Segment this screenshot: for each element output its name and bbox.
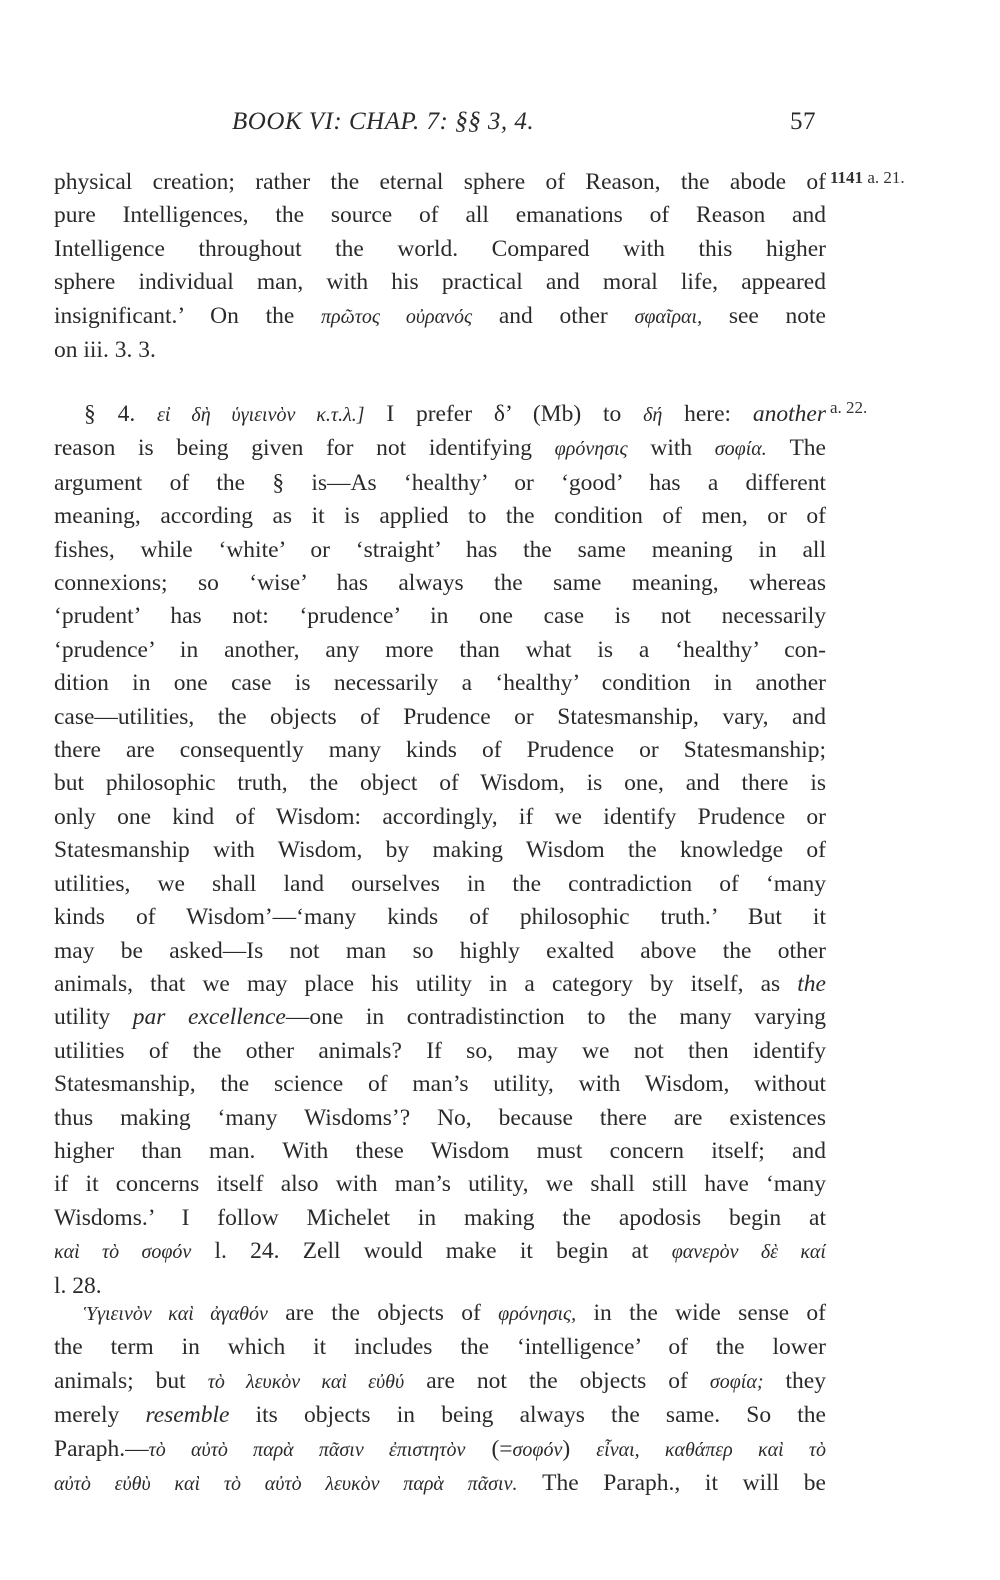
text-run: I prefer δ’ (Mb) to [364,401,644,427]
greek-phrase: πρῶτος οὐρανός [321,305,473,328]
text-run: l. 24. Zell would make it begin at [191,1238,672,1265]
text-line: Statesmanship, the science of man’s utility, with Wisdom, without [54,1071,826,1098]
greek-phrase: σοφόν [512,1438,563,1461]
text-line: only one kind of Wisdom: accordingly, if we identify Prudence or [54,803,826,830]
text-line [54,1001,826,1034]
greek-phrase: τὸ αὐτὸ παρὰ πᾶσιν ἐπιστητὸν [148,1438,466,1461]
text-line: Statesmanship with Wisdom, by making Wisdom the knowledge of [54,837,826,864]
italic-phrase: par excellence [132,1004,286,1031]
lemma: εἰ δὴ ὑγιεινὸν κ.τ.λ.] [157,404,365,426]
greek-phrase: φρόνησις, [498,1303,577,1325]
text-run: in the wide sense of [576,1300,826,1326]
text-run: animals; but [54,1367,208,1394]
text-line [54,1399,826,1432]
paragraph-1 [54,166,826,367]
text-run: utility [54,1004,133,1031]
italic-word: another [752,401,827,427]
text-run: The Paraph., it will be [517,1470,826,1497]
text-line: the term in which it includes the ‘intelligence’ of the lower [54,1334,826,1361]
text-line [54,432,826,466]
text-line: physical creation; rather the eternal sphere of Reason, the abode of [54,169,826,195]
text-run: and other [472,302,635,329]
greek-phrase: σφαῖραι, [634,305,703,328]
text-line [54,1297,826,1331]
text-run: (= [465,1435,513,1462]
text-run: The [766,435,826,462]
text-line: connexions; so ‘wise’ has always the same meaning, whereas [54,570,826,597]
italic-word: resemble [145,1402,230,1429]
greek-phrase: σοφία; [709,1370,764,1393]
text-line: but philosophic truth, the object of Wisdom, is one, and there is [54,770,826,797]
text-line: may be asked—Is not man so highly exalted above the other [54,937,826,964]
text-run: they [763,1367,826,1394]
text-line: fishes, while ‘white’ or ‘straight’ has the same meaning in all [54,536,826,563]
text-line: on iii. 3. 3. [54,337,156,364]
text-run: Paraph.— [54,1435,149,1462]
text-line: utilities, we shall land ourselves in the contradiction of ‘many [54,870,826,897]
text-line: case—utilities, the objects of Prudence or Statesmanship, vary, and [54,703,826,730]
text-run: are the objects of [267,1300,499,1326]
text-line: meaning, according as it is applied to the condition of men, or of [54,503,826,530]
text-line: there are consequently many kinds of Prudence or Statesmanship; [54,737,826,764]
text-run: see note [702,302,826,329]
text-run: insignificant.’ On the [54,302,321,329]
page-number: 57 [790,108,816,135]
greek-phrase: σοφία. [714,438,767,461]
greek-phrase: φανερὸν δὲ καί [671,1241,826,1264]
paragraph-2 [54,398,826,1303]
text-run: with [627,435,715,462]
greek-phrase: αὐτὸ εὐθὺ καὶ τὸ αὐτὸ λευκὸν παρὰ πᾶσιν. [54,1473,518,1496]
text-line [54,398,826,432]
text-run: reason is being given for not identifying [54,435,555,462]
text-run: —one in contradistinction to the many varying [285,1004,826,1031]
text-run: its objects in being always the same. So the [229,1402,826,1429]
text-run: here: [662,401,753,427]
text-line: ‘prudent’ has not: ‘prudence’ in one case is not necessarily [54,603,826,630]
text-line [54,1467,826,1501]
greek-phrase: εἶναι, καθάπερ καὶ τὸ [596,1438,827,1461]
greek-phrase: Ὑγιεινὸν καὶ ἀγαθόν [84,1303,268,1325]
greek-phrase: φρόνησις [554,438,628,461]
running-head: BOOK VI: CHAP. 7: §§ 3, 4. [232,108,535,135]
text-line: higher than man. With these Wisdom must concern itself; and [54,1137,826,1164]
greek-phrase: καὶ τὸ σοφόν [54,1241,192,1264]
italic-word: the [797,970,826,997]
text-run: ) [562,1435,597,1462]
text-line: Intelligence throughout the world. Compared with this higher [54,235,826,262]
text-line: kinds of Wisdom’—‘many kinds of philosophic truth.’ But it [54,904,826,931]
text-line: ‘prudence’ in another, any more than what is a ‘healthy’ con- [54,636,826,663]
margin-reference-a22: a. 22. [830,398,868,417]
text-line [54,1433,826,1467]
text-line: thus making ‘many Wisdoms’? No, because there are existences [54,1104,826,1131]
text-line: pure Intelligences, the source of all emanations of Reason and [54,202,826,229]
page-header [0,104,1000,144]
text-line: argument of the § is—As ‘healthy’ or ‘good’ has a different [54,469,826,496]
margin-reference-number: 1141 [830,168,864,187]
paragraph-3 [54,1297,826,1501]
margin-reference-1141 [830,168,905,188]
greek-phrase: δή [643,404,663,426]
text-line: if it concerns itself also with man’s utility, we shall still have ‘many [54,1171,826,1198]
text-line [54,300,826,334]
text-line: utilities of the other animals? If so, may we not then identify [54,1037,826,1064]
text-run: animals, that we may place his utility in a category by itself, as [54,970,798,997]
text-line: dition in one case is necessarily a ‘healthy’ condition in another [54,670,826,697]
text-line [54,968,826,1001]
text-line: Wisdoms.’ I follow Michelet in making the apodosis begin at [54,1204,826,1231]
text-line: sphere individual man, with his practical and moral life, appeared [54,269,826,296]
section-mark: § 4. [84,401,158,427]
greek-phrase: τὸ λευκὸν καὶ εὐθύ [207,1370,405,1393]
text-line [54,1365,826,1399]
margin-reference-line: a. 21. [863,168,905,187]
text-line [54,1235,826,1269]
text-run: merely [54,1402,146,1429]
text-run: are not the objects of [404,1367,710,1394]
text-line: l. 28. [54,1272,102,1299]
